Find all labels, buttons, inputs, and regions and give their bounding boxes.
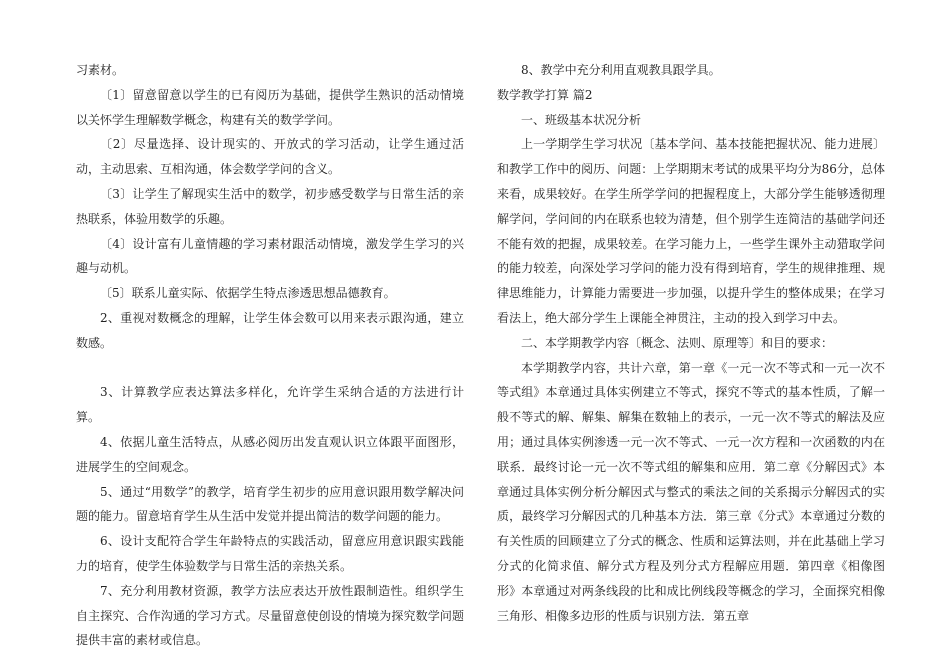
left-paragraph-5: 〔4〕设计富有儿童情趣的学习素材跟活动情境，激发学生学习的兴趣与动机。 (76, 236, 464, 276)
left-paragraph-3: 〔2〕尽量选择、设计现实的、开放式的学习活动，让学生通过活动，主动思索、互相沟通，体会数学学问的含义。 (76, 137, 464, 177)
section-heading: 数学教学打算 篇2 (497, 87, 593, 102)
left-paragraph-4: 〔3〕让学生了解现实生活中的数学，初步感受数学与日常生活的亲热联系，体验用数学的乐趣。 (76, 186, 464, 226)
right-paragraph-6: 本学期教学内容，共计六章，第一章《一元一次不等式和一元一次不等式组》本章通过具体实例建立不等式，探究不等式的基本性质，了解一般不等式的解、解集、解集在数轴上的表示，一元一次不等式的解法及应用；通过具体实例渗透一元一次不等式、一元一次方程和一次函数的内在联系．最终讨论一元一次不等式组的解集和应用．第二章《分解因式》本章通过具体实例分析分解因式与整式的乘法之间的关系揭示分解因式的实质，最终学习分解因式的几种基本方法．第三章《分式》本章通过分数的有关性质的回顾建立了分式的概念、性质和运算法则，并在此基础上学习分式的化简求值、解分式方程及列分式方程解应用题．第四章《相像图形》本章通过对两条线段的比和成比例线段等概念的学习，全面探究相像三角形、相像多边形的性质与识别方法．第五章 (497, 360, 885, 623)
left-paragraph-10: 5、通过“用数学”的教学，培育学生初步的应用意识跟用数学解决问题的能力。留意培育学生从生活中发觉并提出简洁的数学问题的能力。 (76, 484, 464, 524)
left-paragraph-12: 7、充分利用教材资源，教学方法应表达开放性跟制造性。组织学生自主探究、合作沟通的学习方式。尽量留意使创设的情境为探究数学问题提供丰富的素材或信息。 (76, 583, 464, 648)
right-column (497, 58, 885, 628)
paragraph-gap (76, 356, 464, 381)
left-paragraph-9: 4、依据儿童生活特点，从感必阅历出发直观认识立体跟平面图形，进展学生的空间观念。 (76, 434, 464, 474)
left-paragraph-11: 6、设计支配符合学生年龄特点的实践活动，留意应用意识跟实践能力的培育，使学生体验数学与日常生活的亲热关系。 (76, 534, 464, 573)
left-paragraph-2: 〔1〕留意留意以学生的已有阅历为基础，提供学生熟识的活动情境以关怀学生理解数学概念，构建有关的数学学问。 (76, 87, 464, 127)
right-paragraph-4: 上一学期学生学习状况〔基本学问、基本技能把握状况、能力进展〕和教学工作中的阅历、问题：上学期期末考试的成果平均分为86分，总体来看，成果较好。在学生所学学问的把握程度上，大部分学生能够透彻理解学问，学问间的内在联系也较为清楚，但个别学生连简洁的基础学问还不能有效的把握，成果较差。在学习能力上，一些学生课外主动猎取学问的能力较差，向深处学习学问的能力没有得到培育，学生的规律推理、规律思维能力，计算能力需要进一步加强，以提升学生的整体成果；在学习看法上，绝大部分学生上课能全神贯注，主动的投入到学习中去。 (497, 137, 885, 325)
left-paragraph-8: 3、计算教学应表达算法多样化，允许学生采纳合适的方法进行计算。 (76, 385, 464, 425)
left-column (76, 58, 464, 653)
right-paragraph-1: 8、教学中充分利用直观教具跟学具。 (521, 63, 721, 77)
subsection-heading-2: 二、本学期教学内容〔概念、法则、原理等〕和目的要求： (521, 335, 834, 350)
left-paragraph-7: 2、重视对数概念的理解，让学生体会数可以用来表示跟沟通，建立数感。 (76, 310, 464, 350)
left-paragraph-1: 习素材。 (76, 63, 125, 77)
subsection-heading-1: 一、班级基本状况分析 (521, 112, 642, 127)
left-paragraph-6: 〔5〕联系儿童实际、依据学生特点渗透思想品德教育。 (100, 286, 396, 301)
